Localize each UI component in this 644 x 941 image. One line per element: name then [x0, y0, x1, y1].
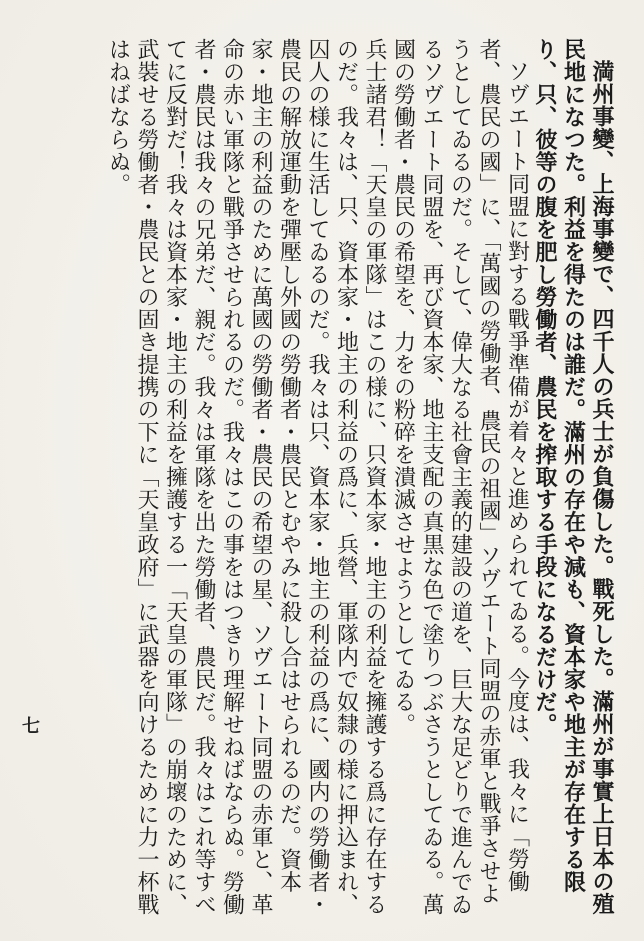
paragraph-manchuria-incident: 満州事變、上海事變で、四千人の兵士が負傷した。戰死した。滿州が事實上日本の殖民地になつた。利益を得たのは誰だ。滿州の存在や減も、資本家や地主が存在する限り、只、彼等の腹を肥し勞働者、農民を搾取する手段になるだけだ。 — [532, 38, 615, 915]
vertical-text-body — [56, 38, 616, 918]
paragraph-soldiers-appeal: 兵士諸君！「天皇の軍隊」はこの様に、只資本家・地主の利益を擁護する爲に存在するのだ。我々は、只、資本家・地主の利益の爲に、兵營、軍隊内で奴隸の様に押込まれ、囚人の様に生活してゐるのだ。我々は只、資本家・地主の利益の爲に、國内の勞働者・農民の解放運動を彈壓し外國の勞働者・農民とむやみに殺し合はせられるのだ。資本家・地主の利益のために萬國の勞働者・農民の希望の星、ソヴエート同盟の赤軍と、革命の赤い軍隊と戰爭させられるのだ。我々はこの事をはつきり理解せねばならぬ。勞働者・農民は我々の兄弟だ、親だ。我々は軍隊を出た勞働者、農民だ。我々はこれ等すべてに反對だ！我々は資本家・地主の利益を擁護する一「天皇の軍隊」の崩壞のために、武裝せる勞働者・農民との固き提携の下に「天皇政府」に武器を向けるために力一杯戰はねばならぬ。 — [105, 38, 387, 916]
page-number: 七 — [22, 716, 40, 737]
paragraph-soviet-war-preparation: ソヴエート同盟に對する戰爭準備が着々と進められてゐる。今度は、我々に「勞働者、農民の國」に、「萬國の勞働者、農民の祖國」ソヴエート同盟の赤軍と戰爭させようとしてゐるのだ。そして、偉大なる社會主義的建設の道を、巨大な足どりで進んでゐるソヴエート同盟を、再び資本家、地主支配の真黒な色で塗りつぶさうとしてゐる。萬國の勞働者・農民の希望を、力をの粉碎を潰滅させようとしてゐる。 — [390, 38, 530, 916]
